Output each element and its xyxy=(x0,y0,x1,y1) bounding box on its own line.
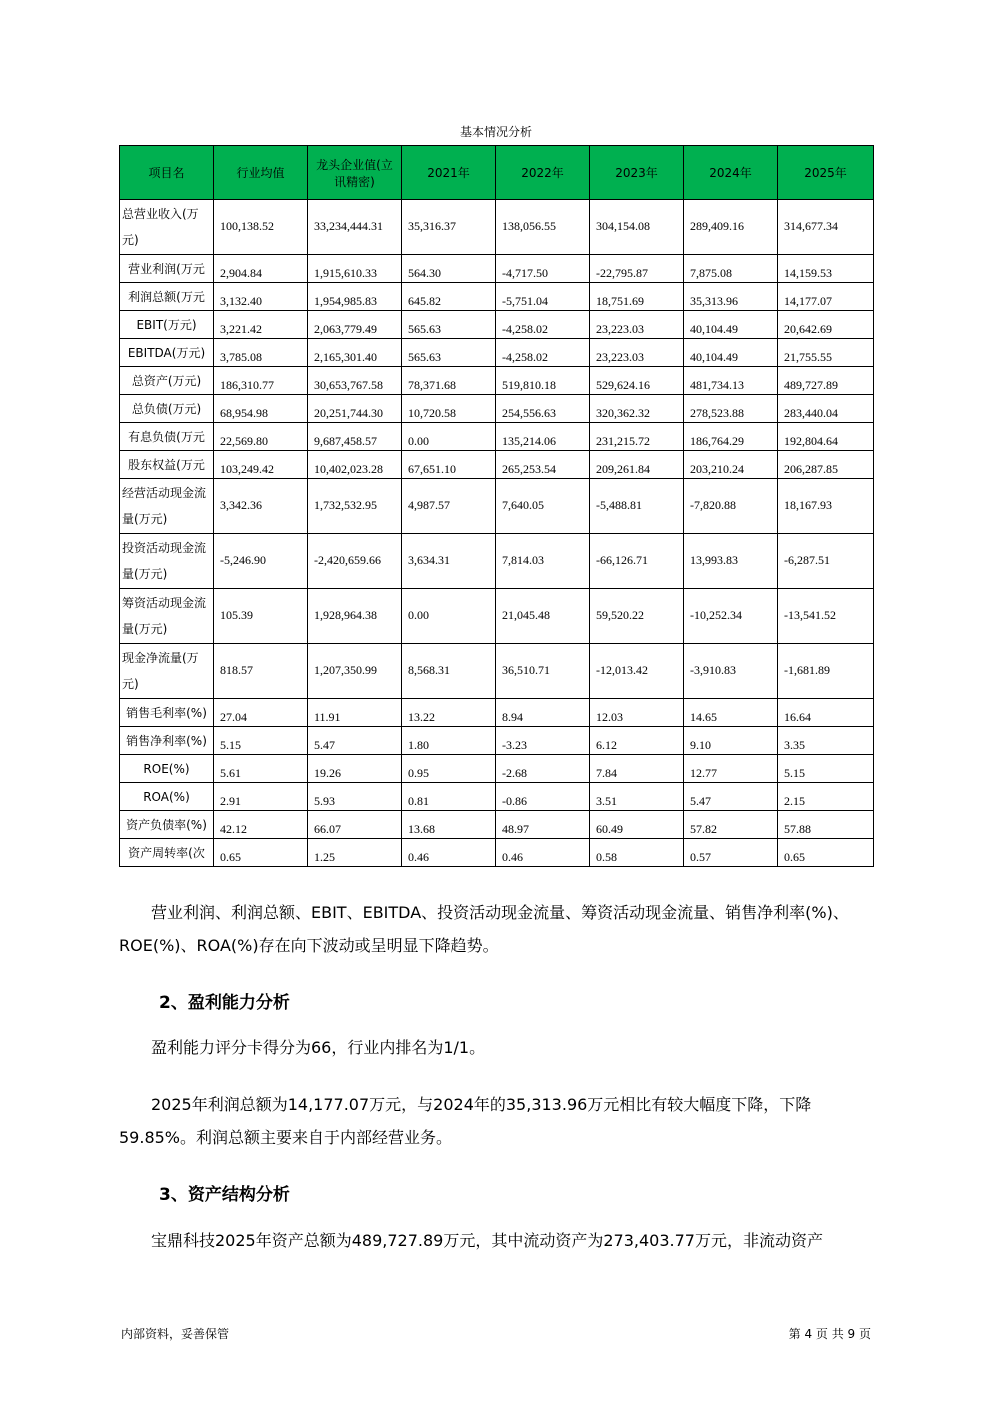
table-row xyxy=(120,311,874,339)
table-cell: 529,624.16 xyxy=(590,367,684,395)
table-caption: 基本情况分析 xyxy=(459,125,532,139)
table-cell: 68,954.98 xyxy=(214,395,308,423)
header-cell: 2025年 xyxy=(778,146,874,200)
table-cell: 231,215.72 xyxy=(590,423,684,451)
table-row xyxy=(120,783,874,811)
table-row xyxy=(120,395,874,423)
table-cell: 18,167.93 xyxy=(778,479,874,534)
table-cell: 9.10 xyxy=(684,727,778,755)
table-cell: 14,177.07 xyxy=(778,283,874,311)
table-cell: -5,488.81 xyxy=(590,479,684,534)
row-label: ROE(%) xyxy=(120,755,214,783)
table-cell: 1.80 xyxy=(402,727,496,755)
table-cell: 14,159.53 xyxy=(778,255,874,283)
table-cell: 60.49 xyxy=(590,811,684,839)
table-cell: 206,287.85 xyxy=(778,451,874,479)
table-cell: 0.65 xyxy=(214,839,308,867)
header-cell: 2024年 xyxy=(684,146,778,200)
table-cell: 35,313.96 xyxy=(684,283,778,311)
row-label: EBIT(万元) xyxy=(120,311,214,339)
table-cell: 12.77 xyxy=(684,755,778,783)
table-cell: 0.57 xyxy=(684,839,778,867)
table-cell: 48.97 xyxy=(496,811,590,839)
row-label: 经营活动现金流量(万元) xyxy=(120,479,214,534)
table-cell: 10,402,023.28 xyxy=(308,451,402,479)
table-cell: 57.88 xyxy=(778,811,874,839)
header-cell: 行业均值 xyxy=(214,146,308,200)
table-cell: 40,104.49 xyxy=(684,339,778,367)
table-cell: 818.57 xyxy=(214,644,308,699)
table-row xyxy=(120,479,874,534)
table-row xyxy=(120,339,874,367)
header-cell: 龙头企业值(立讯精密) xyxy=(308,146,402,200)
table-cell: -3.23 xyxy=(496,727,590,755)
table-cell: 0.95 xyxy=(402,755,496,783)
table-cell: 564.30 xyxy=(402,255,496,283)
row-label: 总负债(万元) xyxy=(120,395,214,423)
table-cell: 57.82 xyxy=(684,811,778,839)
table-cell: -5,751.04 xyxy=(496,283,590,311)
table-cell: 481,734.13 xyxy=(684,367,778,395)
table-cell: -4,717.50 xyxy=(496,255,590,283)
header-cell: 2022年 xyxy=(496,146,590,200)
table-cell: 7,814.03 xyxy=(496,534,590,589)
table-cell: 0.81 xyxy=(402,783,496,811)
table-cell: 314,677.34 xyxy=(778,200,874,255)
row-label: 销售净利率(%) xyxy=(120,727,214,755)
table-cell: 3,634.31 xyxy=(402,534,496,589)
table-cell: -10,252.34 xyxy=(684,589,778,644)
table-cell: 320,362.32 xyxy=(590,395,684,423)
table-cell: 138,056.55 xyxy=(496,200,590,255)
row-label: EBITDA(万元) xyxy=(120,339,214,367)
table-cell: -4,258.02 xyxy=(496,311,590,339)
table-cell: 645.82 xyxy=(402,283,496,311)
table-cell: 3.35 xyxy=(778,727,874,755)
row-label: 筹资活动现金流量(万元) xyxy=(120,589,214,644)
table-cell: 2,904.84 xyxy=(214,255,308,283)
table-cell: 0.00 xyxy=(402,589,496,644)
table-cell: 1,207,350.99 xyxy=(308,644,402,699)
table-cell: 23,223.03 xyxy=(590,339,684,367)
table-cell: 33,234,444.31 xyxy=(308,200,402,255)
table-cell: 20,251,744.30 xyxy=(308,395,402,423)
row-label: 利润总额(万元 xyxy=(120,283,214,311)
table-row xyxy=(120,451,874,479)
table-cell: 1.25 xyxy=(308,839,402,867)
table-row xyxy=(120,283,874,311)
table-cell: -66,126.71 xyxy=(590,534,684,589)
table-cell: 265,253.54 xyxy=(496,451,590,479)
table-cell: 5.15 xyxy=(778,755,874,783)
table-cell: 103,249.42 xyxy=(214,451,308,479)
table-cell: 27.04 xyxy=(214,699,308,727)
table-cell: 1,732,532.95 xyxy=(308,479,402,534)
table-cell: -3,910.83 xyxy=(684,644,778,699)
table-row xyxy=(120,423,874,451)
row-label: 资产周转率(次 xyxy=(120,839,214,867)
header-cell: 2023年 xyxy=(590,146,684,200)
footer-confidential-note: 内部资料，妥善保管 xyxy=(121,1327,230,1341)
table-cell: 67,651.10 xyxy=(402,451,496,479)
row-label: 现金净流量(万元) xyxy=(120,644,214,699)
table-cell: 40,104.49 xyxy=(684,311,778,339)
table-cell: 14.65 xyxy=(684,699,778,727)
header-cell: 2021年 xyxy=(402,146,496,200)
table-cell: 0.00 xyxy=(402,423,496,451)
row-label: 有息负债(万元 xyxy=(120,423,214,451)
table-cell: 135,214.06 xyxy=(496,423,590,451)
table-cell: 42.12 xyxy=(214,811,308,839)
row-label: 营业利润(万元 xyxy=(120,255,214,283)
table-cell: 2,063,779.49 xyxy=(308,311,402,339)
profitability-score-paragraph: 盈利能力评分卡得分为66，行业内排名为1/1。 xyxy=(151,1038,486,1057)
table-cell: 21,045.48 xyxy=(496,589,590,644)
table-cell: 2.15 xyxy=(778,783,874,811)
table-cell: 5.15 xyxy=(214,727,308,755)
header-cell: 项目名 xyxy=(120,146,214,200)
table-cell: 13,993.83 xyxy=(684,534,778,589)
table-cell: 565.63 xyxy=(402,311,496,339)
table-cell: 3.51 xyxy=(590,783,684,811)
row-label: ROA(%) xyxy=(120,783,214,811)
profit-total-paragraph: 2025年利润总额为14,177.07万元，与2024年的35,313.96万元相比有较大幅度下降，下降59.85%。利润总额主要来自于内部经营业务。 xyxy=(119,1095,812,1147)
table-cell: 78,371.68 xyxy=(402,367,496,395)
table-cell: 21,755.55 xyxy=(778,339,874,367)
table-cell: 35,316.37 xyxy=(402,200,496,255)
table-cell: 283,440.04 xyxy=(778,395,874,423)
table-row xyxy=(120,699,874,727)
table-cell: -2,420,659.66 xyxy=(308,534,402,589)
table-cell: 209,261.84 xyxy=(590,451,684,479)
table-cell: 1,915,610.33 xyxy=(308,255,402,283)
table-cell: 489,727.89 xyxy=(778,367,874,395)
table-cell: 19.26 xyxy=(308,755,402,783)
table-cell: -2.68 xyxy=(496,755,590,783)
table-cell: 12.03 xyxy=(590,699,684,727)
table-cell: 100,138.52 xyxy=(214,200,308,255)
table-row xyxy=(120,255,874,283)
table-cell: 16.64 xyxy=(778,699,874,727)
table-row xyxy=(120,727,874,755)
table-cell: 1,954,985.83 xyxy=(308,283,402,311)
table-cell: 254,556.63 xyxy=(496,395,590,423)
asset-structure-paragraph: 宝鼎科技2025年资产总额为489,727.89万元，其中流动资产为273,403.77万元，非流动资产 xyxy=(151,1231,823,1250)
table-row xyxy=(120,755,874,783)
table-cell: 304,154.08 xyxy=(590,200,684,255)
table-cell: 1,928,964.38 xyxy=(308,589,402,644)
table-cell: 2,165,301.40 xyxy=(308,339,402,367)
table-cell: 6.12 xyxy=(590,727,684,755)
table-cell: -6,287.51 xyxy=(778,534,874,589)
table-cell: 192,804.64 xyxy=(778,423,874,451)
table-cell: 59,520.22 xyxy=(590,589,684,644)
table-cell: -7,820.88 xyxy=(684,479,778,534)
table-cell: 5.47 xyxy=(684,783,778,811)
table-cell: 0.46 xyxy=(496,839,590,867)
footer-page-number: 第 4 页 共 9 页 xyxy=(788,1327,871,1341)
section-heading-profitability: 2、盈利能力分析 xyxy=(159,993,290,1013)
table-cell: 8.94 xyxy=(496,699,590,727)
table-cell: 0.65 xyxy=(778,839,874,867)
table-cell: -1,681.89 xyxy=(778,644,874,699)
table-cell: 8,568.31 xyxy=(402,644,496,699)
table-cell: 10,720.58 xyxy=(402,395,496,423)
table-cell: 23,223.03 xyxy=(590,311,684,339)
table-body xyxy=(120,200,874,867)
table-cell: -5,246.90 xyxy=(214,534,308,589)
table-cell: 18,751.69 xyxy=(590,283,684,311)
table-cell: 278,523.88 xyxy=(684,395,778,423)
table-cell: 5.93 xyxy=(308,783,402,811)
table-cell: 565.63 xyxy=(402,339,496,367)
table-cell: 13.22 xyxy=(402,699,496,727)
row-label: 投资活动现金流量(万元) xyxy=(120,534,214,589)
table-cell: 9,687,458.57 xyxy=(308,423,402,451)
table-cell: 519,810.18 xyxy=(496,367,590,395)
table-cell: 11.91 xyxy=(308,699,402,727)
row-label: 股东权益(万元 xyxy=(120,451,214,479)
row-label: 总营业收入(万元) xyxy=(120,200,214,255)
table-row xyxy=(120,367,874,395)
table-row xyxy=(120,589,874,644)
table-cell: 66.07 xyxy=(308,811,402,839)
table-cell: -22,795.87 xyxy=(590,255,684,283)
table-cell: 5.47 xyxy=(308,727,402,755)
table-cell: 186,764.29 xyxy=(684,423,778,451)
table-cell: -12,013.42 xyxy=(590,644,684,699)
row-label: 总资产(万元) xyxy=(120,367,214,395)
table-cell: 30,653,767.58 xyxy=(308,367,402,395)
table-cell: -0.86 xyxy=(496,783,590,811)
section-heading-asset-structure: 3、资产结构分析 xyxy=(159,1185,290,1205)
table-cell: 0.58 xyxy=(590,839,684,867)
table-cell: 36,510.71 xyxy=(496,644,590,699)
table-row xyxy=(120,839,874,867)
table-cell: -13,541.52 xyxy=(778,589,874,644)
table-header-row xyxy=(120,146,874,200)
row-label: 销售毛利率(%) xyxy=(120,699,214,727)
table-cell: 2.91 xyxy=(214,783,308,811)
table-cell: 7,875.08 xyxy=(684,255,778,283)
table-cell: 20,642.69 xyxy=(778,311,874,339)
table-cell: 3,132.40 xyxy=(214,283,308,311)
table-cell: 3,221.42 xyxy=(214,311,308,339)
table-row xyxy=(120,534,874,589)
table-row xyxy=(120,811,874,839)
table-cell: 289,409.16 xyxy=(684,200,778,255)
row-label: 资产负债率(%) xyxy=(120,811,214,839)
table-cell: 13.68 xyxy=(402,811,496,839)
table-cell: 203,210.24 xyxy=(684,451,778,479)
table-cell: 7.84 xyxy=(590,755,684,783)
table-cell: 105.39 xyxy=(214,589,308,644)
table-cell: 3,342.36 xyxy=(214,479,308,534)
table-cell: 3,785.08 xyxy=(214,339,308,367)
trend-paragraph: 营业利润、利润总额、EBIT、EBITDA、投资活动现金流量、筹资活动现金流量、销售净利率(%)、ROE(%)、ROA(%)存在向下波动或呈明显下降趋势。 xyxy=(119,903,849,955)
table-cell: 186,310.77 xyxy=(214,367,308,395)
table-row xyxy=(120,200,874,255)
financial-table xyxy=(119,145,874,867)
table-cell: 4,987.57 xyxy=(402,479,496,534)
table-cell: 22,569.80 xyxy=(214,423,308,451)
table-cell: -4,258.02 xyxy=(496,339,590,367)
table-cell: 7,640.05 xyxy=(496,479,590,534)
table-cell: 0.46 xyxy=(402,839,496,867)
table-cell: 5.61 xyxy=(214,755,308,783)
table-row xyxy=(120,644,874,699)
